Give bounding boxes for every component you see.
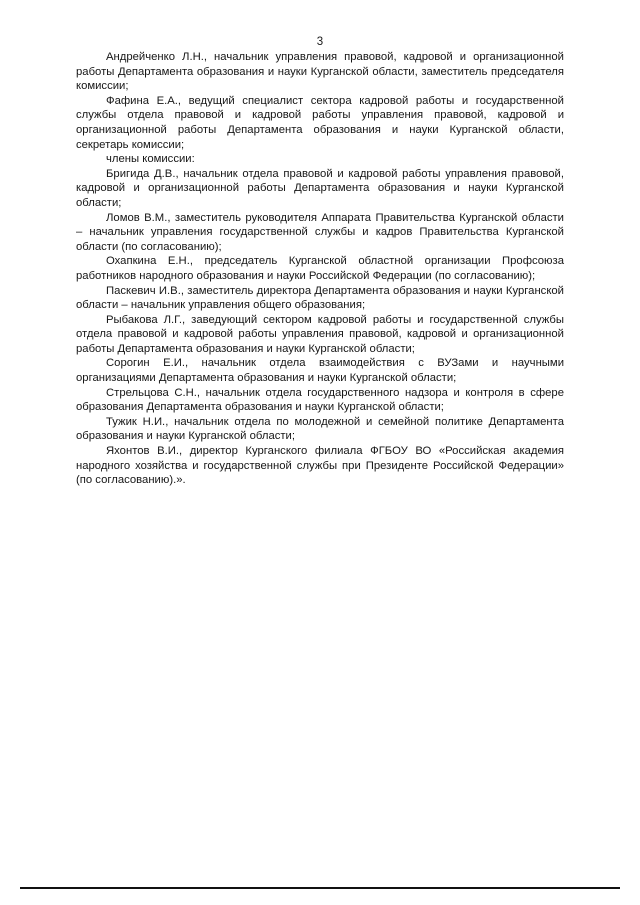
document-body bbox=[76, 50, 564, 488]
paragraph: Ломов В.М., заместитель руководителя Аппарата Правительства Курганской области – начальник управления государственной службы и кадров Правительства Курганской области (по согласованию); bbox=[76, 211, 564, 253]
paragraph: Яхонтов В.И., директор Курганского филиала ФГБОУ ВО «Российская академия народного хозяйства и государственной службы при Президенте Российской Федерации» (по согласованию).». bbox=[76, 445, 564, 487]
paragraph: Бригида Д.В., начальник отдела правовой и кадровой работы управления правовой, кадровой и организационной работы Департамента образования и науки Курганской области; bbox=[76, 167, 564, 209]
paragraph: Паскевич И.В., заместитель директора Департамента образования и науки Курганской области – начальник управления общего образования; bbox=[76, 284, 564, 312]
paragraph: Охапкина Е.Н., председатель Курганской областной организации Профсоюза работников народного образования и науки Российской Федерации (по согласованию); bbox=[76, 255, 564, 282]
paragraph: Андрейченко Л.Н., начальник управления правовой, кадровой и организационной работы Департамента образования и науки Курганской области, заместитель председателя комиссии; bbox=[76, 51, 564, 93]
page-bottom-rule bbox=[20, 887, 620, 889]
paragraph: Тужик Н.И., начальник отдела по молодежной и семейной политике Департамента образования и науки Курганской области; bbox=[76, 415, 564, 443]
paragraph: члены комиссии: bbox=[106, 153, 195, 166]
paragraph: Рыбакова Л.Г., заведующий сектором кадровой работы и государственной службы отдела правовой и кадровой работы управления правовой, кадровой и организационной работы Департамента образования и науки Курганской области; bbox=[76, 313, 564, 355]
paragraph: Сорогин Е.И., начальник отдела взаимодействия с ВУЗами и научными организациями Департамента образования и науки Курганской области; bbox=[76, 357, 564, 385]
paragraph: Фафина Е.А., ведущий специалист сектора кадровой работы и государственной службы отдела правовой и кадровой работы управления правовой, кадровой и организационной работы Департамента образования и науки Курганской области, секретарь комиссии; bbox=[76, 94, 564, 151]
paragraph: Стрельцова С.Н., начальник отдела государственного надзора и контроля в сфере образования Департамента образования и науки Курганской области; bbox=[76, 386, 564, 414]
page-number: 3 bbox=[316, 36, 324, 48]
